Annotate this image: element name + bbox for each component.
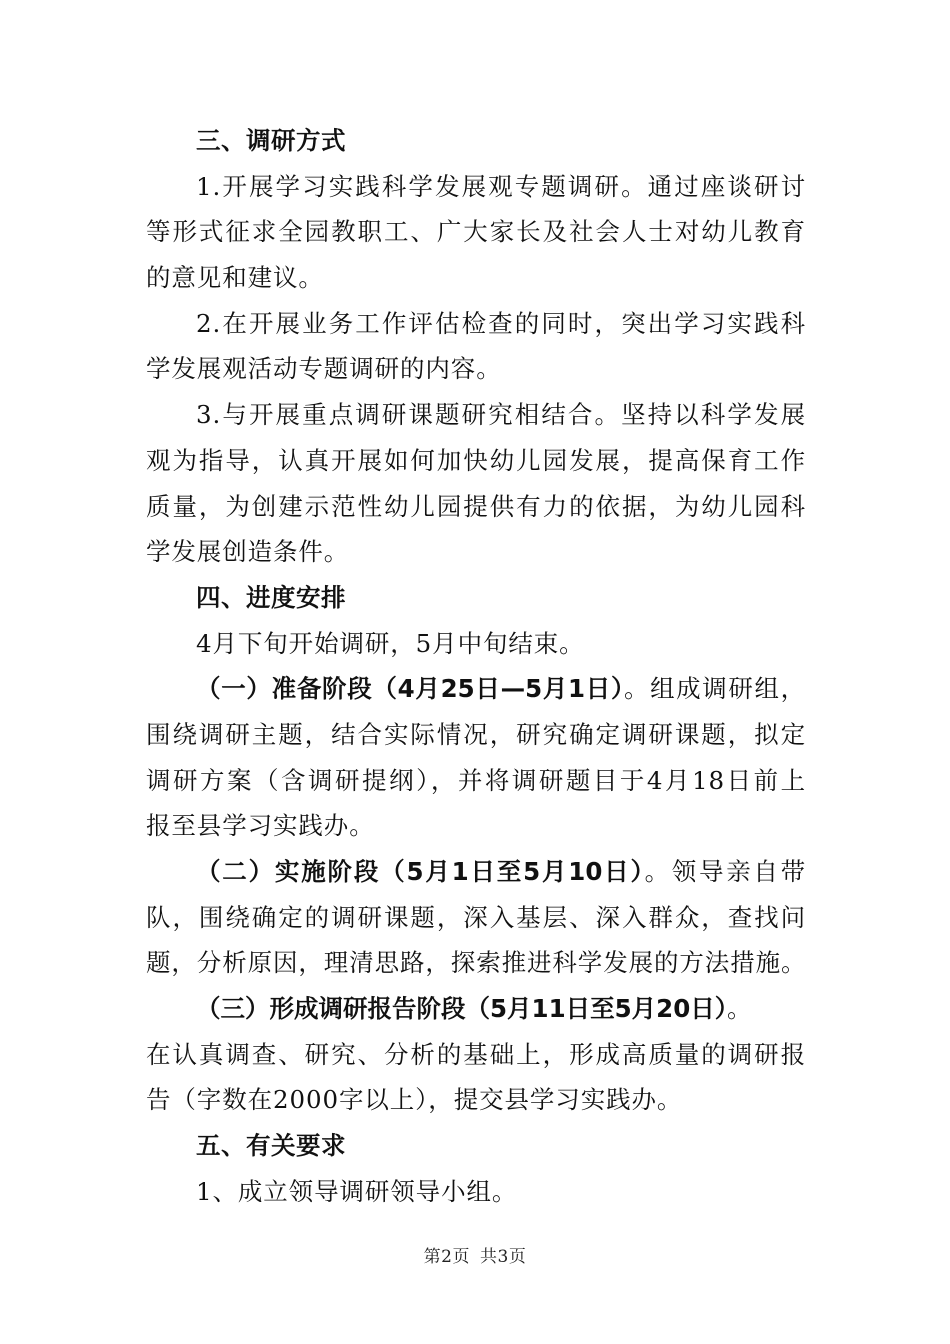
page-footer <box>0 1242 950 1267</box>
paragraph-line: 围绕调研主题，结合实际情况，研究确定调研课题，拟定 <box>146 719 806 749</box>
paragraph-line: 2.在开展业务工作评估检查的同时，突出学习实践科 <box>196 308 806 338</box>
paragraph-line: 等形式征求全园教职工、广大家长及社会人士对幼儿教育 <box>146 217 806 247</box>
page-total: 共3页 <box>480 1247 527 1267</box>
phase-first-line <box>146 849 806 895</box>
paragraph-line: 在认真调查、研究、分析的基础上，形成高质量的调研报 <box>146 1039 806 1069</box>
paragraph-line: 4月下旬开始调研，5月中旬结束。 <box>196 628 585 658</box>
paragraph-line: 调研方案（含调研提纲），并将调研题目于4月18日前上 <box>146 765 806 795</box>
paragraph-line: 观为指导，认真开展如何加快幼儿园发展，提高保育工作 <box>146 445 806 475</box>
paragraph-line: 题，分析原因，理清思路，探索推进科学发展的方法措施。 <box>146 948 807 978</box>
paragraph-line: 学发展创造条件。 <box>146 537 350 567</box>
phase-first-line <box>146 666 806 712</box>
paragraph-line: 报至县学习实践办。 <box>146 811 375 841</box>
phase-text: 。领导亲自带 <box>644 857 807 886</box>
phase-title: （二）实施阶段（5月1日至5月10日） <box>196 857 645 886</box>
section-heading-methods: 三、调研方式 <box>196 126 346 155</box>
page-number: 第2页 <box>423 1247 470 1267</box>
paragraph-line: 3.与开展重点调研课题研究相结合。坚持以科学发展 <box>196 400 806 430</box>
document-body <box>146 118 806 1215</box>
phase-title: （三）形成调研报告阶段（5月11日至5月20日） <box>196 994 728 1024</box>
paragraph-line: 告（字数在2000字以上），提交县学习实践办。 <box>146 1085 683 1115</box>
section-heading-schedule: 四、进度安排 <box>196 582 346 612</box>
phase-text: 。组成调研组， <box>623 674 806 704</box>
phase-first-line <box>146 986 806 1032</box>
paragraph-line: 1、成立领导调研领导小组。 <box>196 1176 518 1206</box>
section-heading-requirements: 五、有关要求 <box>196 1131 346 1161</box>
phase-title: （一）准备阶段（4月25日—5月1日） <box>196 674 624 704</box>
paragraph-line: 的意见和建议。 <box>146 263 324 293</box>
paragraph-line: 1.开展学习实践科学发展观专题调研。通过座谈研讨 <box>196 171 806 201</box>
phase-text: 。 <box>727 994 753 1024</box>
paragraph-line: 质量，为创建示范性幼儿园提供有力的依据，为幼儿园科 <box>146 491 806 521</box>
paragraph-line: 学发展观活动专题调研的内容。 <box>146 354 502 384</box>
paragraph-line: 队，围绕确定的调研课题，深入基层、深入群众，查找问 <box>146 902 806 932</box>
